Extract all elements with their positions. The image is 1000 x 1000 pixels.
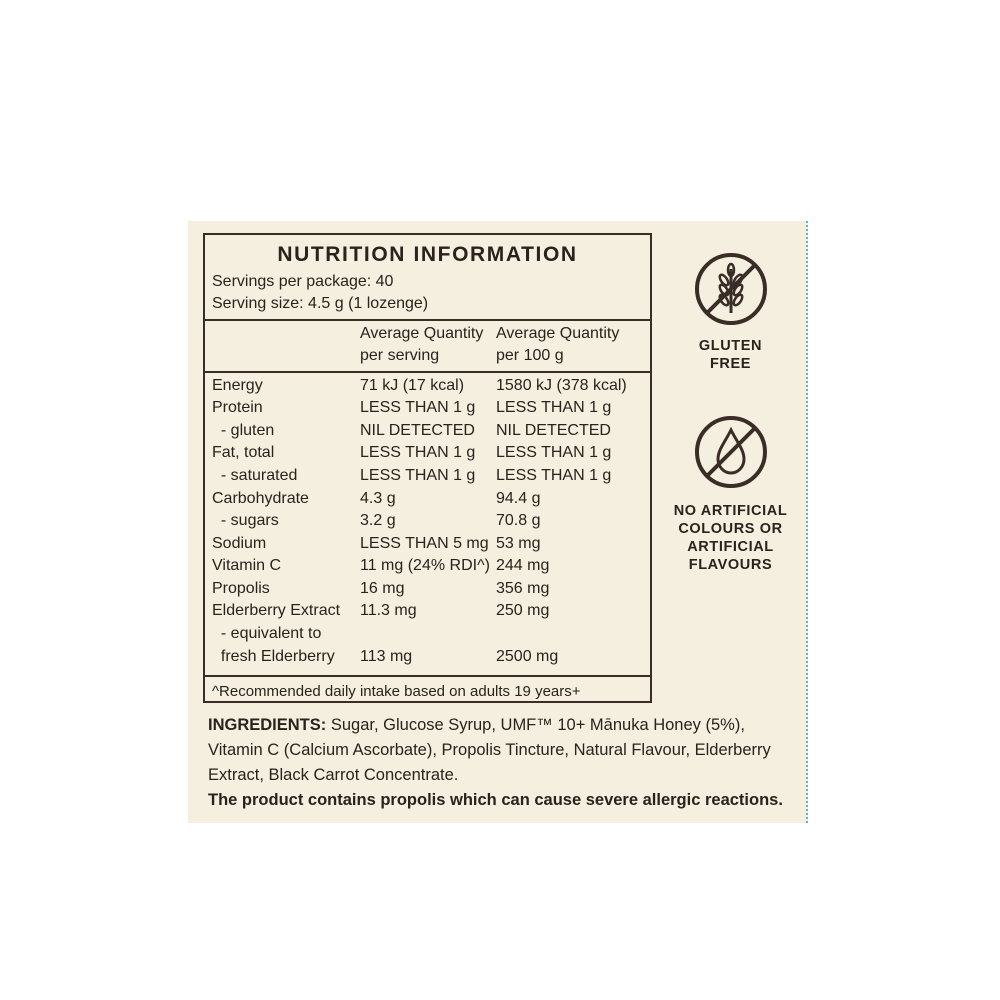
divider: [205, 319, 650, 321]
ingredients-text: Sugar, Glucose Syrup, UMF™ 10+ Mānuka Honey (5%), Vitamin C (Calcium Ascorbate), Propolis Tincture, Natural Flavour, Elderberry Extract, Black Carrot Concentrate.: [208, 716, 771, 784]
table-row: Elderberry Extract 11.3 mg 250 mg: [212, 602, 550, 619]
divider: [205, 371, 650, 373]
table-row: Protein LESS THAN 1 g LESS THAN 1 g: [212, 399, 612, 416]
product-label: [188, 221, 808, 823]
table-row: - gluten NIL DETECTED NIL DETECTED: [212, 422, 611, 439]
table-row: Fat, total LESS THAN 1 g LESS THAN 1 g: [212, 444, 612, 461]
table-row: fresh Elderberry 113 mg 2500 mg: [212, 648, 559, 665]
table-row: Sodium LESS THAN 5 mg 53 mg: [212, 535, 541, 552]
col-header-per-100g: Average Quantity per 100 g: [496, 325, 620, 364]
footnote: ^Recommended daily intake based on adults 19 years+: [212, 683, 581, 700]
drop-crossed-icon: [693, 414, 769, 490]
no-artificial-text: NO ARTIFICIAL COLOURS OR ARTIFICIAL FLAVOURS: [673, 503, 788, 573]
gluten-free-text: GLUTEN FREE: [698, 338, 763, 372]
wheat-crossed-icon: [693, 251, 769, 327]
ingredients-label: INGREDIENTS:: [208, 716, 327, 734]
panel-title: NUTRITION INFORMATION: [277, 243, 578, 266]
serving-size: Serving size: 4.5 g (1 lozenge): [212, 295, 429, 312]
allergy-warning: The product contains propolis which can cause severe allergic reactions.: [208, 791, 783, 809]
nutrition-panel: [203, 233, 652, 703]
no-artificial-badge: [658, 414, 803, 574]
table-row: - sugars 3.2 g 70.8 g: [212, 512, 541, 529]
col-header-per-serving: Average Quantity per serving: [360, 325, 484, 364]
servings-per-package: Servings per package: 40: [212, 273, 394, 290]
table-row: - saturated LESS THAN 1 g LESS THAN 1 g: [212, 467, 612, 484]
gluten-free-badge: [658, 251, 803, 373]
dotted-edge: [806, 221, 808, 823]
divider: [205, 675, 650, 677]
ingredients-block: [208, 713, 803, 813]
table-row: Energy 71 kJ (17 kcal) 1580 kJ (378 kcal): [212, 377, 627, 394]
table-row: - equivalent to: [212, 625, 322, 642]
table-row: Propolis 16 mg 356 mg: [212, 580, 550, 597]
table-row: Vitamin C 11 mg (24% RDI^) 244 mg: [212, 557, 550, 574]
table-row: Carbohydrate 4.3 g 94.4 g: [212, 490, 541, 507]
